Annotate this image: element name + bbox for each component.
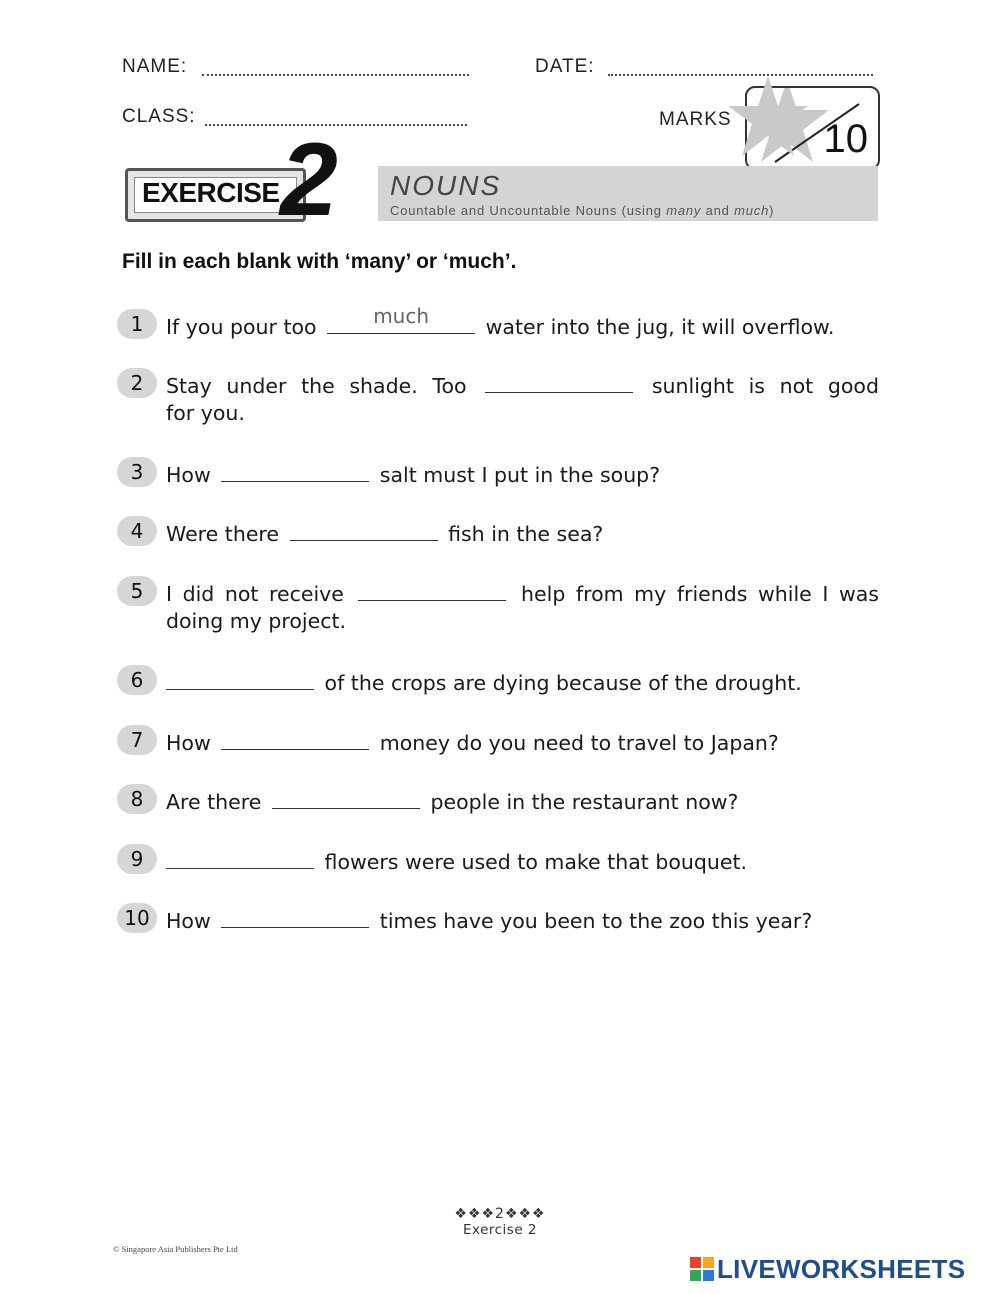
question-number: 4 xyxy=(117,516,157,546)
star-burst-icon xyxy=(728,76,808,166)
instruction: Fill in each blank with ‘many’ or ‘much’. xyxy=(122,250,517,273)
answer-blank[interactable] xyxy=(221,725,369,750)
answer-value: much xyxy=(373,304,430,328)
footer-exercise-ref: Exercise 2 xyxy=(462,1222,538,1238)
question-number: 6 xyxy=(117,665,157,695)
question-text: Are there people in the restaurant now? xyxy=(166,784,879,817)
name-field-line[interactable] xyxy=(202,74,469,76)
answer-blank[interactable] xyxy=(485,368,633,393)
class-label: CLASS: xyxy=(122,106,196,127)
logo-block xyxy=(703,1270,714,1281)
question-text: I did not receive help from my friends while I was xyxy=(166,576,879,609)
name-label: NAME: xyxy=(122,56,188,77)
question-number: 10 xyxy=(117,903,157,933)
exercise-label: EXERCISE xyxy=(142,177,280,208)
liveworksheets-logo[interactable] xyxy=(690,1254,965,1284)
question-number: 3 xyxy=(117,457,157,487)
question-text: How times have you been to the zoo this year? xyxy=(166,903,879,936)
copyright-notice: © Singapore Asia Publishers Pte Ltd xyxy=(113,1244,238,1254)
question-number: 7 xyxy=(117,725,157,755)
liveworksheets-logo-icon xyxy=(690,1257,714,1281)
question-text-line2: doing my project. xyxy=(166,609,347,633)
question-number: 5 xyxy=(117,576,157,606)
question-text: flowers were used to make that bouquet. xyxy=(166,844,879,877)
answer-blank[interactable] xyxy=(358,576,506,601)
topic-subtitle: Countable and Uncountable Nouns (using many and much) xyxy=(390,203,775,218)
logo-block xyxy=(690,1257,701,1268)
marks-total: 10 xyxy=(823,117,868,161)
question-text: How salt must I put in the soup? xyxy=(166,457,879,490)
question-text: How money do you need to travel to Japan? xyxy=(166,725,879,758)
answer-blank[interactable] xyxy=(221,903,369,928)
answer-blank[interactable] xyxy=(166,844,314,869)
date-label: DATE: xyxy=(535,56,595,77)
question-number: 9 xyxy=(117,844,157,874)
question-text: of the crops are dying because of the drought. xyxy=(166,665,879,698)
question-text: Were there fish in the sea? xyxy=(166,516,879,549)
topic-title: NOUNS xyxy=(390,170,502,201)
question-text: Stay under the shade. Too sunlight is not good xyxy=(166,368,879,401)
logo-block xyxy=(703,1257,714,1268)
answer-blank[interactable] xyxy=(327,304,475,334)
answer-blank[interactable] xyxy=(272,784,420,809)
question-number: 8 xyxy=(117,784,157,814)
logo-block xyxy=(690,1270,701,1281)
question-number: 1 xyxy=(117,309,157,339)
liveworksheets-logo-text: LIVEWORKSHEETS xyxy=(717,1253,966,1284)
question-text-line2: for you. xyxy=(166,401,245,425)
answer-blank[interactable] xyxy=(166,665,314,690)
question-text: If you pour too much water into the jug, it will overflow. xyxy=(166,309,879,342)
page-number: ❖❖❖2❖❖❖ xyxy=(454,1206,546,1222)
answer-blank[interactable] xyxy=(221,457,369,482)
marks-label: MARKS xyxy=(659,109,732,130)
answer-blank[interactable] xyxy=(290,516,438,541)
question-number: 2 xyxy=(117,368,157,398)
exercise-number: 2 xyxy=(280,122,338,238)
